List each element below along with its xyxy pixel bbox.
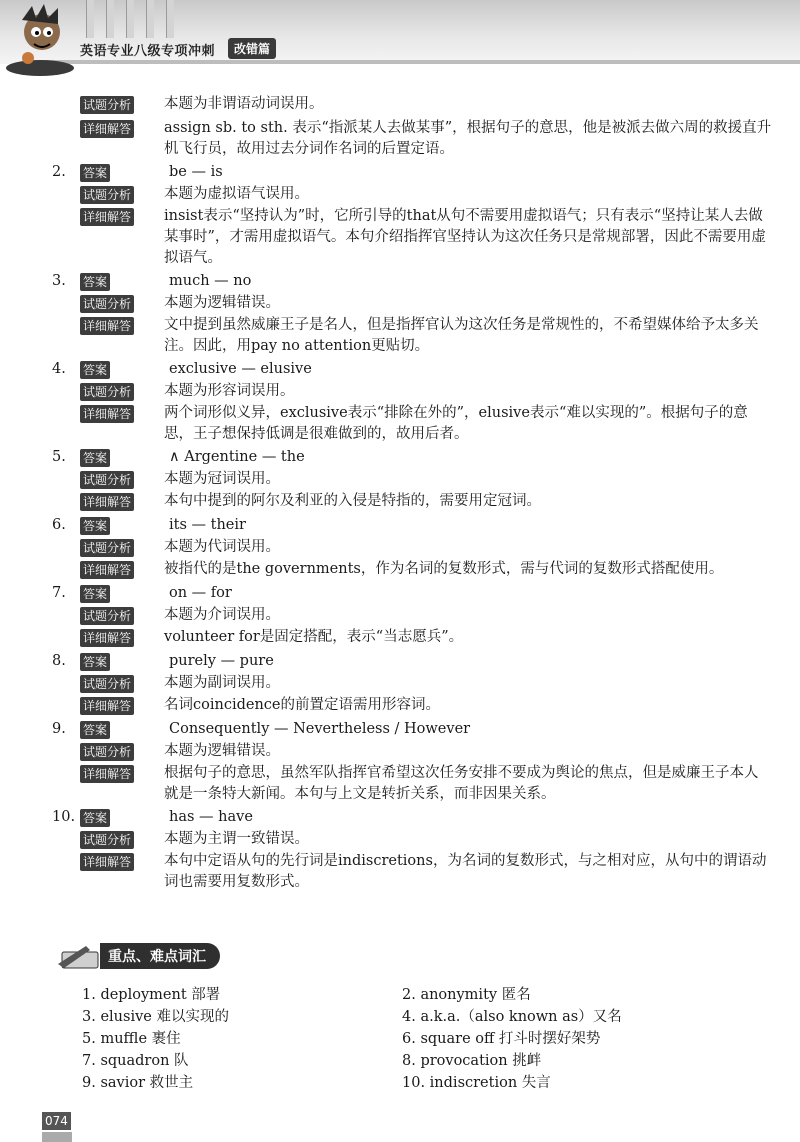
explain-badge: 详细解答 — [80, 405, 134, 423]
explain-text: volunteer for是固定搭配，表示“当志愿兵”。 — [164, 629, 464, 645]
answer-item — [52, 583, 772, 649]
analysis-row — [52, 184, 772, 206]
mascot-icon — [2, 2, 78, 78]
explain-badge: 详细解答 — [80, 629, 134, 647]
explain-text: insist表示“坚持认为”时，它所引导的that从句不需要用虚拟语气；只有表示“坚持让某人去做某事时”，才需用虚拟语气。本句介绍指挥官坚持认为这次任务只是常规部署，因此不需要用虚拟语气。 — [164, 208, 766, 266]
answer-badge: 答案 — [80, 517, 110, 535]
analysis-text: 本题为逻辑错误。 — [164, 743, 280, 759]
answer-content — [52, 94, 772, 895]
analysis-row — [52, 741, 772, 763]
explain-badge: 详细解答 — [80, 208, 134, 226]
page-header — [0, 0, 800, 80]
analysis-badge: 试题分析 — [80, 383, 134, 401]
explain-row — [52, 851, 772, 893]
explain-badge: 详细解答 — [80, 765, 134, 783]
answer-text: much — no — [169, 273, 252, 289]
explain-text: 两个词形似义异，exclusive表示“排除在外的”，elusive表示“难以实现的”。根据句子的意思，王子想保持低调是很难做到的，故用后者。 — [164, 405, 748, 442]
answer-item — [52, 271, 772, 357]
vocab-entry: 2. anonymity 匿名 — [402, 987, 531, 1003]
vocab-row — [82, 1006, 722, 1028]
answer-row — [52, 719, 772, 741]
header-divider — [40, 60, 800, 64]
page-number-bar — [42, 1132, 72, 1142]
vocab-row — [82, 1050, 722, 1072]
analysis-badge: 试题分析 — [80, 831, 134, 849]
answer-item — [52, 807, 772, 893]
item-number: 4. — [52, 361, 66, 377]
item-number: 9. — [52, 721, 66, 737]
vocab-entry: 3. elusive 难以实现的 — [82, 1009, 229, 1025]
book-title: 英语专业八级专项冲刺 — [80, 44, 216, 59]
explain-badge: 详细解答 — [80, 853, 134, 871]
analysis-text: 本题为代词误用。 — [164, 539, 280, 555]
answer-row — [52, 271, 772, 293]
answer-badge: 答案 — [80, 585, 110, 603]
analysis-badge: 试题分析 — [80, 96, 134, 114]
item-number: 6. — [52, 517, 66, 533]
answer-text: has — have — [169, 809, 253, 825]
analysis-row — [52, 605, 772, 627]
vocab-entry: 9. savior 救世主 — [82, 1075, 194, 1091]
explain-text: 本句中提到的阿尔及利亚的入侵是特指的，需要用定冠词。 — [164, 493, 541, 509]
answer-badge: 答案 — [80, 721, 110, 739]
vocab-entry: 6. square off 打斗时摆好架势 — [402, 1031, 601, 1047]
pre-explain-row — [52, 118, 772, 160]
explain-row — [52, 627, 772, 649]
answer-text: its — their — [169, 517, 246, 533]
explain-row — [52, 559, 772, 581]
analysis-text: 本题为介词误用。 — [164, 607, 280, 623]
answer-item — [52, 162, 772, 269]
explain-text: 被指代的是the governments，作为名词的复数形式，需与代词的复数形式搭配使用。 — [164, 561, 724, 577]
answer-text: on — for — [169, 585, 232, 601]
analysis-row — [52, 381, 772, 403]
answer-item — [52, 359, 772, 445]
item-number: 5. — [52, 449, 66, 465]
vocab-entry: 8. provocation 挑衅 — [402, 1053, 542, 1069]
explain-badge: 详细解答 — [80, 317, 134, 335]
vocab-heading — [56, 940, 256, 974]
answer-row — [52, 807, 772, 829]
explain-badge: 详细解答 — [80, 120, 134, 138]
answer-badge: 答案 — [80, 361, 110, 379]
book-tag: 改错篇 — [228, 38, 276, 59]
explain-text: 本句中定语从句的先行词是indiscretions，为名词的复数形式，与之相对应，从句中的谓语动词也需要用复数形式。 — [164, 853, 767, 890]
item-number: 3. — [52, 273, 66, 289]
explain-text: 名词coincidence的前置定语需用形容词。 — [164, 697, 440, 713]
analysis-badge: 试题分析 — [80, 186, 134, 204]
analysis-badge: 试题分析 — [80, 539, 134, 557]
answer-item — [52, 719, 772, 805]
analysis-text: 本题为冠词误用。 — [164, 471, 280, 487]
answer-badge: 答案 — [80, 164, 110, 182]
analysis-text: 本题为副词误用。 — [164, 675, 280, 691]
answer-badge: 答案 — [80, 809, 110, 827]
item-number: 10. — [52, 809, 76, 825]
answer-row — [52, 583, 772, 605]
explain-badge: 详细解答 — [80, 697, 134, 715]
analysis-badge: 试题分析 — [80, 675, 134, 693]
answer-text: Consequently — Nevertheless / However — [169, 721, 471, 737]
answer-badge: 答案 — [80, 449, 110, 467]
explain-text: assign sb. to sth. 表示“指派某人去做某事”，根据句子的意思，他是被派去做六周的救援直升机飞行员，故用过去分词作名词的后置定语。 — [164, 120, 772, 157]
pre-analysis-row — [52, 94, 772, 116]
vocab-entry: 7. squadron 队 — [82, 1053, 189, 1069]
answer-badge: 答案 — [80, 653, 110, 671]
explain-badge: 详细解答 — [80, 493, 134, 511]
analysis-text: 本题为主谓一致错误。 — [164, 831, 309, 847]
answer-text: ∧ Argentine — the — [169, 449, 305, 465]
answer-badge: 答案 — [80, 273, 110, 291]
explain-text: 根据句子的意思，虽然军队指挥官希望这次任务安排不要成为舆论的焦点，但是威廉王子本人就是一条特大新闻。本句与上文是转折关系，而非因果关系。 — [164, 765, 759, 802]
analysis-row — [52, 469, 772, 491]
answer-row — [52, 515, 772, 537]
analysis-badge: 试题分析 — [80, 743, 134, 761]
answer-row — [52, 359, 772, 381]
header-stripes — [86, 0, 186, 42]
vocab-entry: 5. muffle 裹住 — [82, 1031, 181, 1047]
vocab-title: 重点、难点词汇 — [100, 943, 220, 969]
explain-text: 文中提到虽然威廉王子是名人，但是指挥官认为这次任务是常规性的，不希望媒体给予太多关注。因此，用pay no attention更贴切。 — [164, 317, 759, 354]
analysis-badge: 试题分析 — [80, 295, 134, 313]
vocab-row — [82, 1028, 722, 1050]
vocab-entry: 1. deployment 部署 — [82, 987, 221, 1003]
answer-row — [52, 447, 772, 469]
explain-badge: 详细解答 — [80, 561, 134, 579]
explain-row — [52, 695, 772, 717]
analysis-row — [52, 537, 772, 559]
explain-row — [52, 491, 772, 513]
analysis-row — [52, 293, 772, 315]
analysis-badge: 试题分析 — [80, 471, 134, 489]
answer-text: exclusive — elusive — [169, 361, 312, 377]
vocab-entry: 4. a.k.a.（also known as）又名 — [402, 1009, 622, 1025]
pen-book-icon — [56, 940, 106, 974]
answer-row — [52, 162, 772, 184]
answer-row — [52, 651, 772, 673]
answer-text: be — is — [169, 164, 223, 180]
item-number: 2. — [52, 164, 66, 180]
answer-item — [52, 651, 772, 717]
vocab-list — [82, 984, 722, 1094]
vocab-row — [82, 1072, 722, 1094]
item-number: 7. — [52, 585, 66, 601]
vocab-row — [82, 984, 722, 1006]
explain-row — [52, 206, 772, 269]
answer-list — [52, 162, 772, 893]
answer-item — [52, 515, 772, 581]
explain-row — [52, 763, 772, 805]
answer-text: purely — pure — [169, 653, 274, 669]
analysis-text: 本题为形容词误用。 — [164, 383, 295, 399]
analysis-row — [52, 829, 772, 851]
analysis-text: 本题为非谓语动词误用。 — [164, 96, 324, 112]
answer-item — [52, 447, 772, 513]
analysis-text: 本题为逻辑错误。 — [164, 295, 280, 311]
vocab-entry: 10. indiscretion 失言 — [402, 1075, 551, 1091]
explain-row — [52, 315, 772, 357]
analysis-row — [52, 673, 772, 695]
explain-row — [52, 403, 772, 445]
analysis-badge: 试题分析 — [80, 607, 134, 625]
page-number: 074 — [42, 1112, 71, 1130]
item-number: 8. — [52, 653, 66, 669]
analysis-text: 本题为虚拟语气误用。 — [164, 186, 309, 202]
